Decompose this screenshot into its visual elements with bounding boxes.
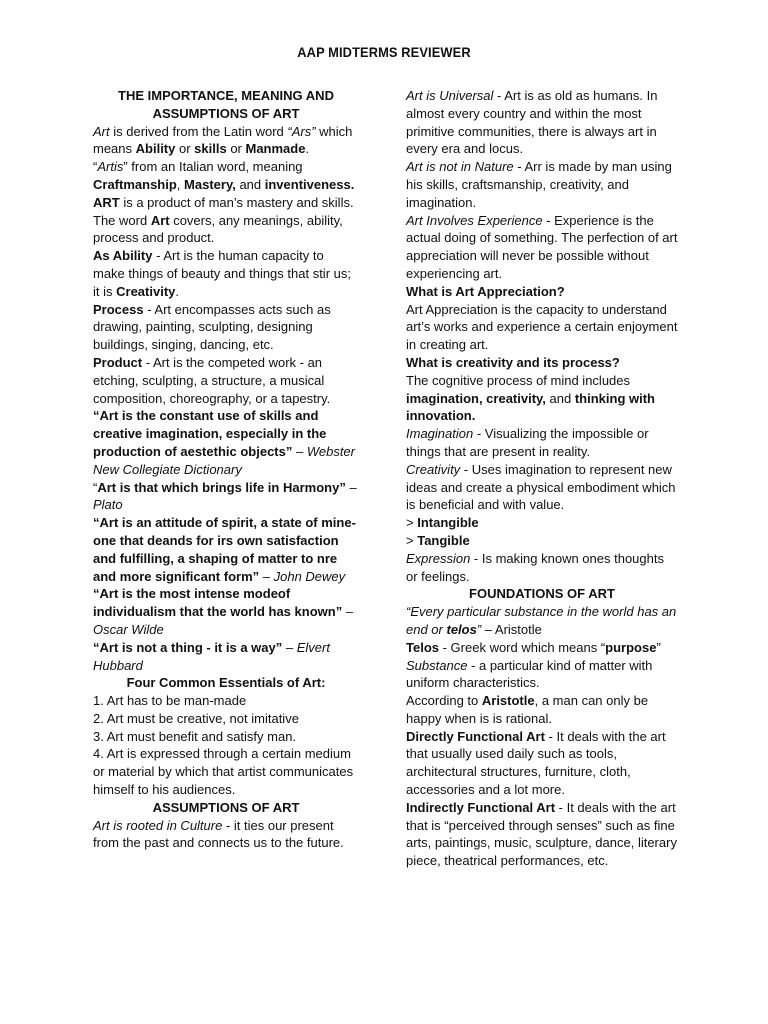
list-item: 4. Art is expressed through a certain medium or material by which that artist communicates himself to his audiences. <box>93 746 354 798</box>
paragraph-art-universal: Art is Universal - Art is as old as humans. In almost every country and within the most primitive communities, there is always art in every era and locus. <box>406 88 658 157</box>
paragraph-process: Process - Art encompasses acts such as drawing, painting, sculpting, designing buildings, singing, dancing, etc. <box>93 301 331 353</box>
paragraph-creativity: Creativity - Uses imagination to represent new ideas and create a physical embodiment which is beneficial and with value. <box>406 461 676 513</box>
paragraph-art-appreciation: Art Appreciation is the capacity to understand art’s works and experience a certain enjoyment in creating art. <box>406 301 678 353</box>
paragraph-rooted-in-culture: Art is rooted in Culture - it ties our present from the past and connects us to the future. <box>93 817 344 851</box>
paragraph-cognitive-process: The cognitive process of mind includes imagination, creativity, and thinking with innovation. <box>406 372 655 424</box>
list-item: 1. Art has to be man-made <box>93 693 247 709</box>
document-title: AAP MIDTERMS REVIEWER <box>297 44 471 60</box>
paragraph-art-product: ART is a product of man’s mastery and skills. <box>93 194 354 210</box>
paragraph-imagination: Imagination - Visualizing the impossible or things that are present in reality. <box>406 426 649 459</box>
quote-webster: “Art is the constant use of skills and creative imagination, especially in the production of aestethic objects” – Webster New Collegiate Dictionary <box>93 408 355 477</box>
section-heading-assumptions: ASSUMPTIONS OF ART <box>152 799 300 815</box>
list-item-tangible: > Tangible <box>406 532 470 548</box>
paragraph-telos: Telos - Greek word which means “purpose” <box>406 639 661 655</box>
section-heading-foundations: FOUNDATIONS OF ART <box>469 586 615 602</box>
left-column <box>93 87 359 852</box>
paragraph-artis: “Artis” from an Italian word, meaning Craftmanship, Mastery, and inventiveness. <box>93 159 355 192</box>
paragraph-aristotle-happiness: According to Aristotle, a man can only be happy when is is rational. <box>406 693 649 726</box>
quote-wilde: “Art is the most intense modeof individualism that the world has known” – Oscar Wilde <box>93 586 354 637</box>
quote-aristotle: “Every particular substance in the world has an end or telos” – Aristotle <box>406 604 677 637</box>
list-item-intangible: > Intangible <box>406 515 479 531</box>
list-item: 2. Art must be creative, not imitative <box>93 710 299 726</box>
paragraph-substance: Substance - a particular kind of matter with uniform characteristics. <box>406 657 653 691</box>
paragraph-expression: Expression - Is making known ones thoughts or feelings. <box>406 550 664 584</box>
paragraph-product: Product - Art is the competed work - an etching, sculpting, a structure, a musical composition, choreography, or a tapestry. <box>93 354 331 406</box>
section-heading-importance: THE IMPORTANCE, MEANING AND ASSUMPTIONS OF ART <box>118 88 334 121</box>
paragraph-as-ability: As Ability - Art is the human capacity to make things of beauty and things that stir us; it is Creativity. <box>93 248 351 299</box>
paragraph-art-not-in-nature: Art is not in Nature - Arr is made by man using his skills, craftsmanship, creativity, and imagination. <box>406 159 672 210</box>
paragraph-word-art: The word Art covers, any meanings, ability, process and product. <box>93 212 343 246</box>
quote-plato: “Art is that which brings life in Harmony” – Plato <box>93 479 357 513</box>
quote-dewey: “Art is an attitude of spirit, a state of mine-one that deands for irs own satisfaction and fulfilling, a shaping of matter to nre and more significant form” – John Dewey <box>93 515 356 584</box>
paragraph-art-derivation: Art is derived from the Latin word “Ars” which means Ability or skills or Manmade. <box>93 123 353 157</box>
list-item: 3. Art must benefit and satisfy man. <box>93 728 297 744</box>
heading-creativity-process: What is creativity and its process? <box>406 354 620 370</box>
paragraph-directly-functional: Directly Functional Art - It deals with the art that usually used daily such as tools, architectural structures, furniture, cloth, accessories and a lot more. <box>406 728 666 798</box>
quote-hubbard: “Art is not a thing - it is a way” – Elvert Hubbard <box>93 639 330 673</box>
heading-art-appreciation: What is Art Appreciation? <box>406 283 565 299</box>
paragraph-indirectly-functional: Indirectly Functional Art - It deals with the art that is “perceived through senses” such as fine arts, paintings, music, sculpture, dance, literary piece, theatrical performances, etc. <box>406 799 677 869</box>
paragraph-art-involves-experience: Art Involves Experience - Experience is the actual doing of something. The perfection of art appreciation will never be possible without experiencing art. <box>406 212 678 281</box>
section-heading-four-essentials: Four Common Essentials of Art: <box>126 675 326 691</box>
right-column <box>406 87 678 870</box>
